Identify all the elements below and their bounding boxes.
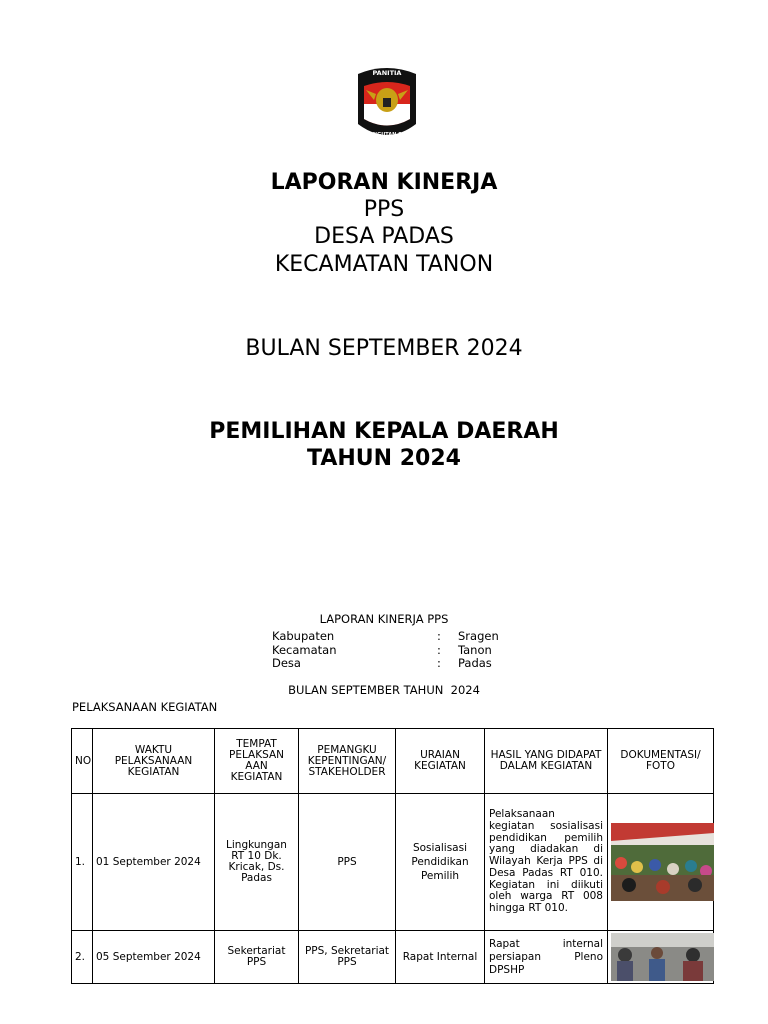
cell-tempat: Sekertariat PPS [215, 931, 299, 984]
info-value: Sragen [458, 629, 499, 643]
section-title: PELAKSANAAN KEGIATAN [72, 700, 218, 714]
documentation-photo [611, 823, 714, 901]
header-no: NO [72, 729, 93, 794]
svg-text:PANITIA: PANITIA [372, 69, 402, 77]
cover-org: PPS [363, 197, 405, 222]
cover-event-line1: PEMILIHAN KEPALA DAERAH [209, 419, 559, 444]
svg-text:PEMUNGUTAN SUARA: PEMUNGUTAN SUARA [356, 132, 418, 138]
header-hasil: HASIL YANG DIDAPAT DALAM KEGIATAN [485, 729, 608, 794]
cell-stakeholder: PPS, Sekretariat PPS [299, 931, 396, 984]
table-header-row [72, 729, 714, 794]
report-info [272, 630, 499, 671]
info-row-kecamatan [272, 644, 499, 658]
cell-no: 2. [72, 931, 93, 984]
cell-waktu: 01 September 2024 [93, 794, 215, 931]
header-tempat: TEMPAT PELAKSAN AAN KEGIATAN [215, 729, 299, 794]
cell-foto [608, 931, 714, 984]
cell-uraian: Sosialisasi Pendidikan Pemilih [396, 794, 485, 931]
cell-stakeholder: PPS [299, 794, 396, 931]
info-value: Tanon [458, 642, 492, 657]
info-value: Padas [458, 656, 492, 670]
info-label: Desa [272, 656, 301, 670]
cover-village: DESA PADAS [314, 224, 454, 249]
report-period: BULAN SEPTEMBER TAHUN 2024 [288, 683, 480, 697]
cell-hasil: Pelaksanaan kegiatan sosialisasi pendidikan pemilih yang diadakan di Wilayah Kerja PPS di Desa Padas RT 010. Kegiatan ini diikuti oleh warga RT 008 hingga RT 010. [485, 794, 608, 931]
cover-period: BULAN SEPTEMBER 2024 [245, 336, 523, 361]
cover-district: KECAMATAN TANON [274, 252, 494, 277]
header-stakeholder: PEMANGKU KEPENTINGAN/ STAKEHOLDER [299, 729, 396, 794]
info-label: Kabupaten [272, 629, 335, 643]
info-colon: : [437, 642, 441, 657]
cell-no: 1. [72, 794, 93, 931]
cell-uraian: Rapat Internal [396, 931, 485, 984]
header-dokumentasi: DOKUMENTASI/ FOTO [608, 729, 714, 794]
cover-event-line2: TAHUN 2024 [307, 446, 461, 471]
cell-tempat: Lingkungan RT 10 Dk. Kricak, Ds. Padas [215, 794, 299, 931]
info-colon: : [437, 629, 441, 643]
kegiatan-table [71, 728, 714, 984]
cell-hasil: Rapat internal persiapan Pleno DPSHP [485, 931, 608, 984]
header-uraian: URAIAN KEGIATAN [396, 729, 485, 794]
report-heading: LAPORAN KINERJA PPS [319, 612, 449, 626]
cell-foto [608, 794, 714, 931]
kpu-logo [352, 64, 422, 144]
info-label: Kecamatan [272, 642, 337, 657]
info-row-desa [272, 657, 499, 671]
documentation-photo [611, 933, 714, 981]
info-colon: : [437, 656, 441, 670]
cover-title: LAPORAN KINERJA [270, 170, 498, 195]
header-waktu: WAKTU PELAKSANAAN KEGIATAN [93, 729, 215, 794]
cell-waktu: 05 September 2024 [93, 931, 215, 984]
info-row-kabupaten [272, 630, 499, 644]
table-row [72, 931, 714, 984]
table-row [72, 794, 714, 931]
